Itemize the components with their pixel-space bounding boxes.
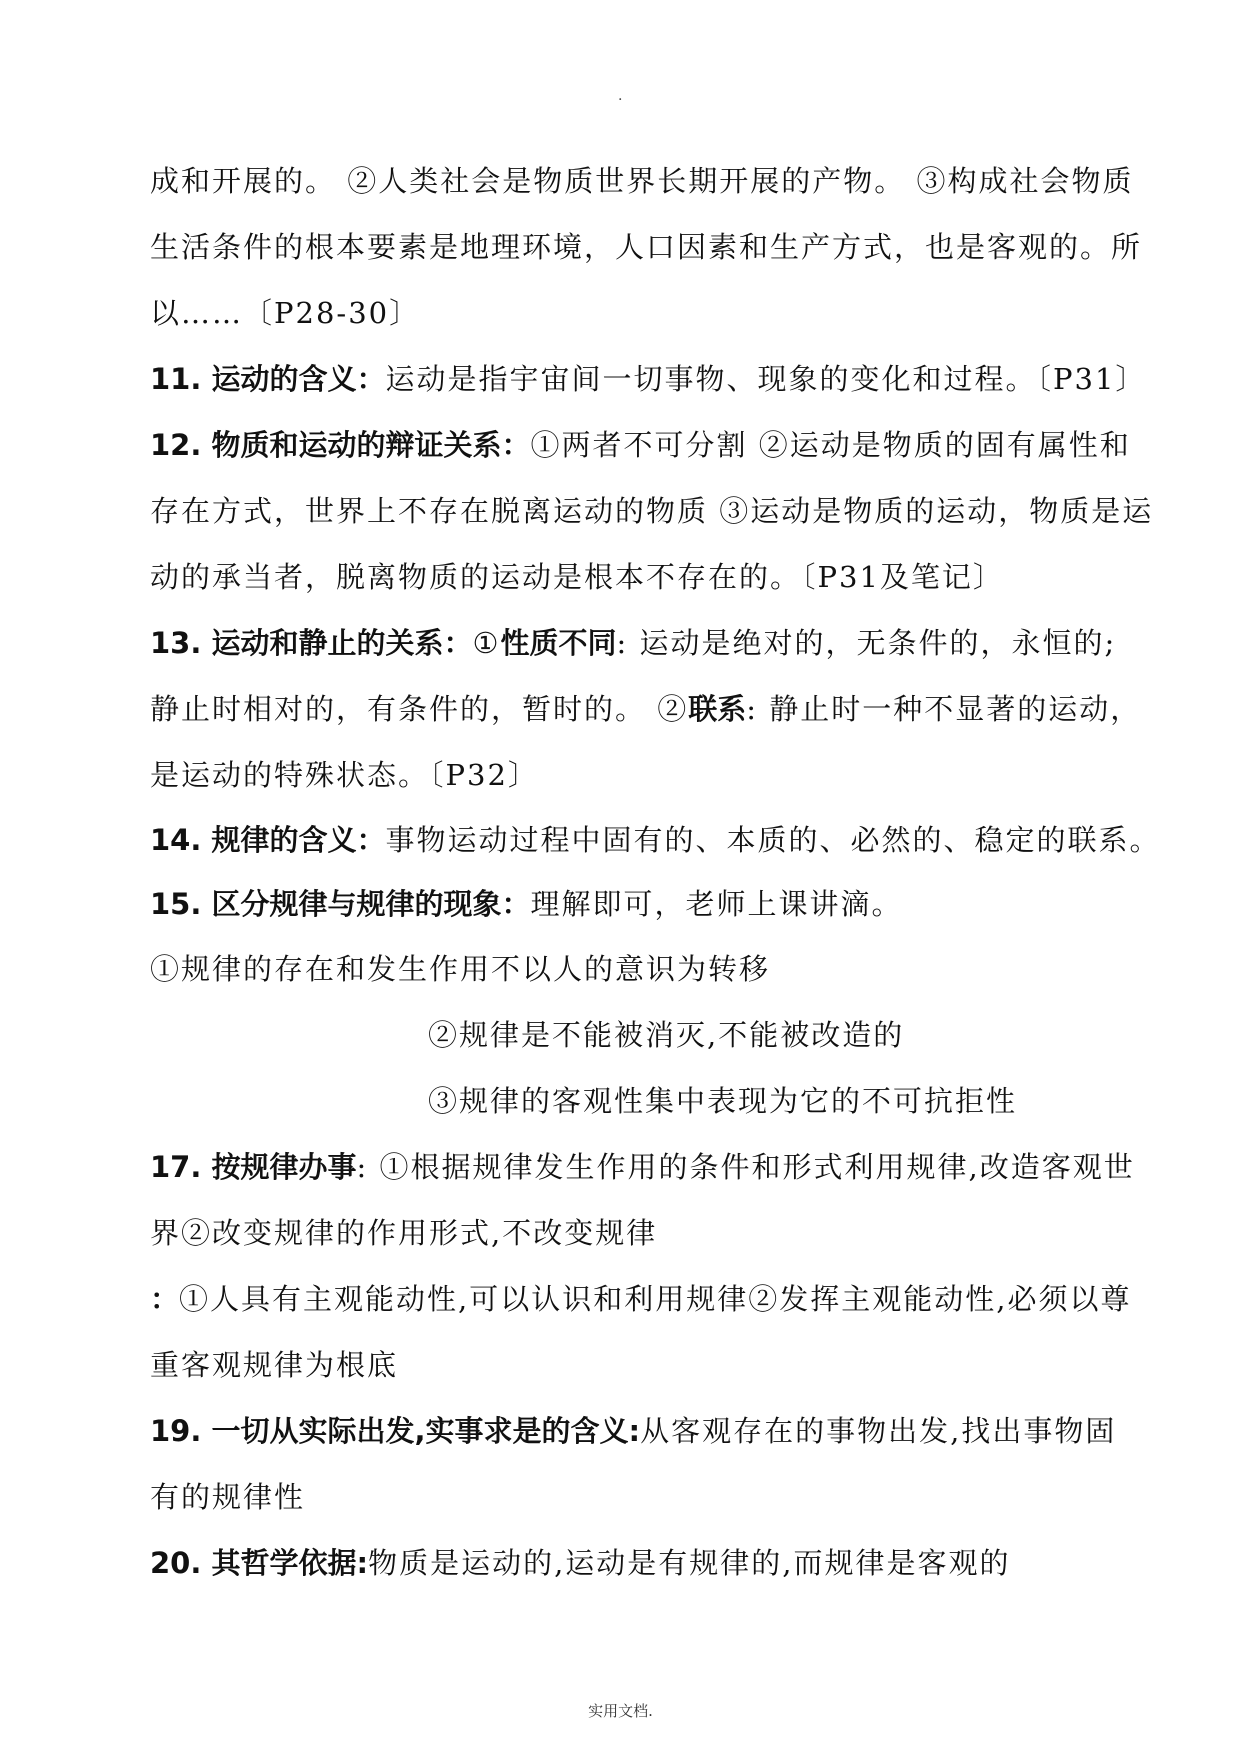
text-line — [150, 676, 1142, 742]
item-heading: 13. 运动和静止的关系： — [150, 626, 473, 660]
item-text: 事物运动过程中固有的、本质的、必然的、稳定的联系。 — [385, 823, 1161, 857]
item-text: ①人具有主观能动性,可以认识和利用规律②发挥主观能动性,必须以尊 — [179, 1282, 1132, 1316]
text-line: 生活条件的根本要素是地理环境，人口因素和生产方式，也是客观的。所 — [150, 230, 1143, 264]
item-13 — [150, 610, 1117, 676]
item-text: : ①根据规律发生作用的条件和形式利用规律,改造客观世 — [356, 1150, 1135, 1184]
item-19 — [150, 1398, 1117, 1464]
item-text: ①两者不可分割 ②运动是物质的固有属性和 — [530, 428, 1131, 462]
text-line: 成和开展的。 ②人类社会是物质世界长期开展的产物。 ③构成社会物质 — [150, 164, 1134, 198]
item-text: 运动是指宇宙间一切事物、现象的变化和过程。〔P31〕 — [385, 362, 1147, 396]
text-line: 有的规律性 — [150, 1480, 306, 1514]
item-text: 理解即可，老师上课讲滴。 — [530, 887, 903, 921]
item-heading: 12. 物质和运动的辩证关系： — [150, 428, 531, 462]
text-line: ①规律的存在和发生作用不以人的意识为转移 — [150, 952, 771, 986]
item-heading: 14. 规律的含义： — [150, 823, 386, 857]
item-text: : 运动是绝对的，无条件的，永恒的; — [616, 626, 1117, 660]
text-line: 界②改变规律的作用形式,不改变规律 — [150, 1216, 658, 1250]
document-body — [150, 148, 1161, 1596]
item-text: 静止时相对的，有条件的，暂时的。 ② — [150, 692, 689, 726]
text-line: 以……〔P28-30〕 — [150, 296, 421, 330]
item-heading: 17. 按规律办事 — [150, 1150, 357, 1184]
item-18 — [150, 1266, 1132, 1332]
item-14 — [150, 808, 1161, 872]
item-12 — [150, 412, 1131, 478]
text-line: ③规律的客观性集中表现为它的不可抗拒性 — [428, 1084, 1018, 1118]
text-line: 是运动的特殊状态。〔P32〕 — [150, 758, 539, 792]
item-text: : 静止时一种不显著的运动， — [746, 692, 1142, 726]
item-subheading: 联系 — [688, 692, 747, 726]
item-heading: 11. 运动的含义： — [150, 362, 386, 396]
header-mark: . — [618, 88, 623, 104]
page-footer: 实用文档. — [588, 1702, 653, 1720]
text-line: 重客观规律为根底 — [150, 1348, 399, 1382]
text-line: 动的承当者，脱离物质的运动是根本不存在的。〔P31及笔记〕 — [150, 560, 1004, 594]
item-text: ① — [472, 626, 501, 660]
item-heading: 20. 其哲学依据: — [150, 1546, 369, 1580]
item-20 — [150, 1530, 1100, 1596]
text-line: ②规律是不能被消灭,不能被改造的 — [428, 1018, 905, 1052]
item-heading: 15. 区分规律与规律的现象： — [150, 887, 531, 921]
item-text: 物质是运动的,运动是有规律的,而规律是客观的 — [368, 1546, 1011, 1580]
item-11 — [150, 346, 1147, 412]
item-text: 从客观存在的事物出发,找出事物固 — [640, 1414, 1117, 1448]
item-heading: 19. 一切从实际出发,实事求是的含义: — [150, 1414, 641, 1448]
item-15 — [150, 872, 1100, 936]
text-line: 存在方式，世界上不存在脱离运动的物质 ③运动是物质的运动，物质是运 — [150, 494, 1154, 528]
item-subheading: 性质不同 — [500, 626, 617, 660]
item-17 — [150, 1134, 1135, 1200]
item-heading: ： — [150, 1282, 180, 1316]
